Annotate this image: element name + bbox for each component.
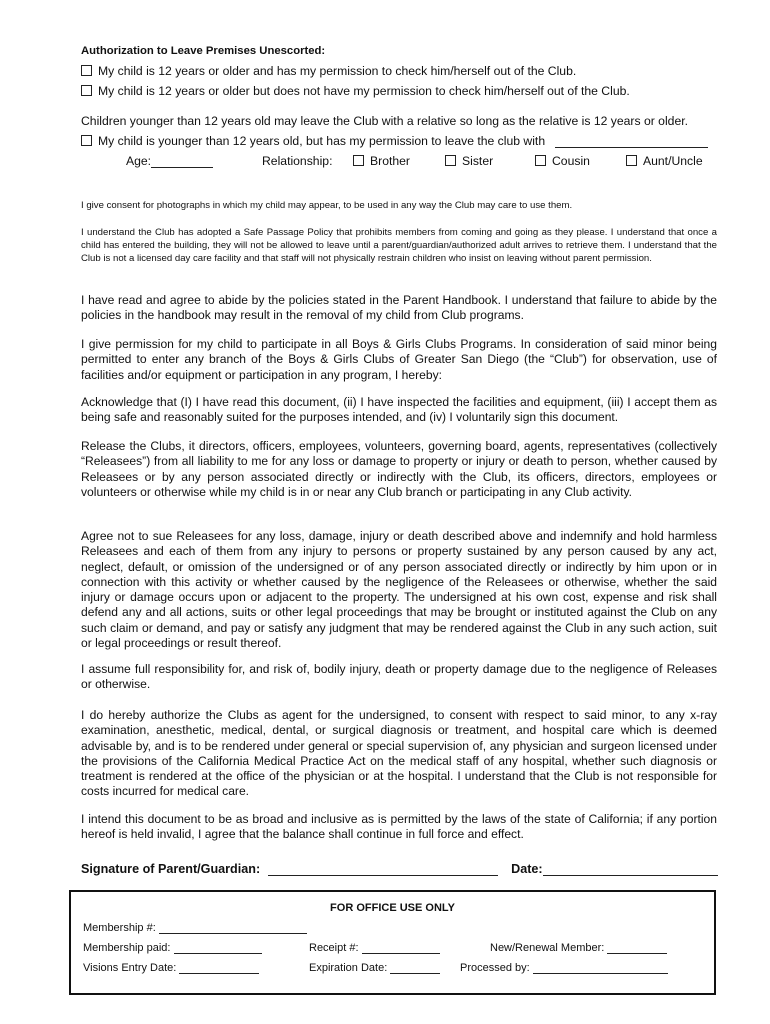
checkbox-icon[interactable] [81,65,92,76]
relationship-sister[interactable]: Sister [445,154,493,168]
safe-passage-policy: I understand the Club has adopted a Safe Passage Policy that prohibits members from coming and going as they please. I understand that once a child has entered the building, they will not be allowed to leave until a parent/guardian/authorized adult arrives to retrieve them. I understand that the Club is not a licensed day care facility and that staff will not physically restrain children who insist on leaving without parent permission. [81,227,717,264]
age-row [126,154,213,168]
relationship-cousin[interactable]: Cousin [535,154,590,168]
acknowledge-paragraph: Acknowledge that (I) I have read this document, (ii) I have inspected the facilities and equipment, (iii) I accept them as being safe and reasonably suited for the purposes intended, and (iv) I voluntarily sign this document. [81,395,717,425]
severability-paragraph: I intend this document to be as broad and inclusive as is permitted by the laws of the state of California; if any portion hereof is held invalid, I agree that the balance shall continue in full force and effect. [81,812,717,842]
younger-children-note: Children younger than 12 years old may leave the Club with a relative so long as the relative is 12 years or older. [81,114,688,128]
expiration-row [309,962,440,974]
release-paragraph: Release the Clubs, it directors, officers, employees, volunteers, governing board, agents, representatives (collectively “Releasees”) from all liability to me for any loss or damage to property or injury or death to person, whether caused by Releasees or by any person associated directly or indirectly with the Club, its officers, directors, employees or volunteers or otherwise while my child is in or near any Club branch or participating in any Club activity. [81,439,717,499]
signature-row [81,862,717,876]
relationship-brother[interactable]: Brother [353,154,410,168]
receipt-label: Receipt #: [309,942,359,954]
membership-paid-row [83,942,262,954]
new-renewal-row [490,942,667,954]
expiration-label: Expiration Date: [309,962,388,974]
relationship-label: Relationship: [262,154,333,168]
visions-entry-row [83,962,259,974]
expiration-field[interactable] [390,973,440,974]
handbook-paragraph: I have read and agree to abide by the policies stated in the Parent Handbook. I understand that failure to abide by the policies in the handbook may result in the removal of my child from Club programs. [81,293,717,323]
receipt-field[interactable] [362,953,440,954]
age-label: Age: [126,154,152,168]
new-renewal-field[interactable] [607,953,667,954]
visions-entry-label: Visions Entry Date: [83,962,177,974]
checkbox-icon[interactable] [353,155,364,166]
parent-signature-label: Signature of Parent/Guardian: [81,862,261,876]
checkbox-icon[interactable] [445,155,456,166]
relative-name-field[interactable] [555,147,708,148]
agree-not-to-sue-paragraph: Agree not to sue Releasees for any loss, damage, injury or death described above and indemnify and hold harmless Releasees and each of them from any injury to persons or property sustained by any person caused by any act, neglect, default, or omission of the undersigned or of any person associated directly or indirectly by him upon or in connection with this activity or whether caused by the negligence of the Releasees or otherwise, whether the said injury or damage occurs upon or adjacent to the property. The undersigned at his own cost, expense and risk shall defend any and all actions, suits or other legal proceedings that may be brought or instituted against the Club on any such claim or demand, and pay or satisfy any judgment that may be rendered against the Club in any such action, suit or legal proceedings or result thereof. [81,529,717,651]
date-label: Date: [511,862,543,876]
membership-number-label: Membership #: [83,922,156,934]
office-use-title: FOR OFFICE USE ONLY [330,902,455,914]
authorization-heading: Authorization to Leave Premises Unescorted: [81,45,326,57]
medical-authorization-paragraph: I do hereby authorize the Clubs as agent for the undersigned, to consent with respect to said minor, to any x-ray examination, anesthetic, medical, dental, or surgical diagnosis or treatment, and hospital care which is deemed advisable by, and is to be rendered under general or special supervision of, any physician and surgeon licensed under the provisions of the California Medical Practice Act on the medical staff of any hospital, whether such diagnosis or treatment is rendered at the office of the physician or at the hospital. I understand that the Club is not responsible for costs incurred for medical care. [81,708,717,799]
processed-by-field[interactable] [533,973,668,974]
membership-paid-label: Membership paid: [83,942,171,954]
checkbox-icon[interactable] [535,155,546,166]
visions-entry-field[interactable] [179,973,259,974]
parent-signature-field[interactable] [268,875,498,876]
office-use-box [69,890,716,995]
option-label: My child is 12 years or older but does not have my permission to check him/herself out of the Club. [98,84,630,98]
membership-paid-field[interactable] [174,953,262,954]
checkbox-icon[interactable] [626,155,637,166]
processed-by-label: Processed by: [460,962,530,974]
receipt-row [309,942,440,954]
option-no-check-out[interactable] [81,84,630,98]
photo-consent: I give consent for photographs in which my child may appear, to be used in any way the Club may care to use them. [81,200,573,211]
responsibility-paragraph: I assume full responsibility for, and risk of, bodily injury, death or property damage due to the negligence of Releases or otherwise. [81,662,717,692]
processed-by-row [460,962,668,974]
age-field[interactable] [151,167,213,168]
option-check-out-self[interactable] [81,64,576,78]
relationship-aunt-uncle[interactable]: Aunt/Uncle [626,154,703,168]
checkbox-icon[interactable] [81,135,92,146]
checkbox-icon[interactable] [81,85,92,96]
option-label: My child is 12 years or older and has my permission to check him/herself out of the Club. [98,64,577,78]
membership-number-row [83,922,307,934]
new-renewal-label: New/Renewal Member: [490,942,605,954]
option-label: My child is younger than 12 years old, but has my permission to leave the club with [98,134,546,148]
membership-number-field[interactable] [159,933,307,934]
permission-paragraph: I give permission for my child to participate in all Boys & Girls Clubs Programs. In consideration of said minor being permitted to enter any branch of the Boys & Girls Clubs of Greater San Diego (the “Club”) for observation, use of facilities and/or equipment or participation in any program, I hereby: [81,337,717,382]
signature-date-field[interactable] [543,875,718,876]
option-younger-with-relative[interactable] [81,134,708,148]
